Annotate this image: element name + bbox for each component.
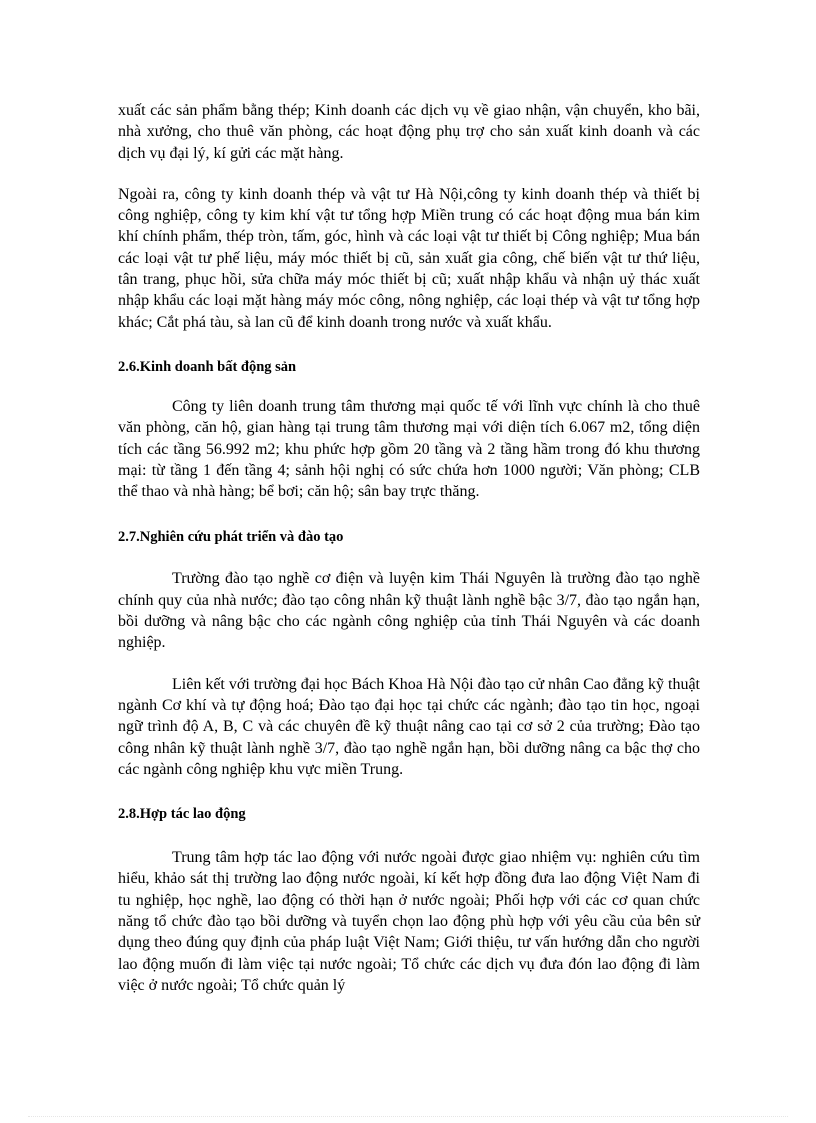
- paragraph-trading-companies: Ngoài ra, công ty kinh doanh thép và vật tư Hà Nội,công ty kinh doanh thép và thiết bị công nghiệp, công ty kim khí vật tư tổng hợp Miền trung có các hoạt động mua bán kim khí chính phẩm, thép tròn, tấm, góc, hình và các loại vật tư thiết bị Công nghiệp; Mua bán các loại vật tư phế liệu, máy móc thiết bị cũ, sản xuất gia công, chế biến vật tư thứ liệu, tân trang, phục hồi, sửa chữa máy móc thiết bị cũ; xuất nhập khẩu và nhận uỷ thác xuất nhập khẩu các loại mặt hàng máy móc công, nông nghiệp, các loại thép và vật tư tổng hợp khác; Cắt phá tàu, sà lan cũ để kinh doanh trong nước và xuất khẩu.: [118, 185, 700, 331]
- paragraph-university-partnership: Liên kết với trường đại học Bách Khoa Hà Nội đào tạo cử nhân Cao đẳng kỹ thuật ngành Cơ khí và tự động hoá; Đào tạo đại học tại chức các ngành; đào tạo tin học, ngoại ngữ trình độ A, B, C và các chuyên đề kỹ thuật nâng cao tại cơ sở 2 của trường; Đào tạo công nhân kỹ thuật lành nghề 3/7, đào tạo nghề ngắn hạn, bồi dưỡng nâng ca bậc thợ cho các ngành công nghiệp khu vực miền Trung.: [118, 675, 700, 778]
- document-page: [118, 100, 700, 996]
- paragraph-real-estate: Công ty liên doanh trung tâm thương mại quốc tế với lĩnh vực chính là cho thuê văn phòng, căn hộ, gian hàng tại trung tâm thương mại với diện tích 6.067 m2, tổng diện tích các tầng 56.992 m2; khu phức hợp gồm 20 tầng và 2 tầng hầm trong đó khu thương mại: từ tầng 1 đến tầng 4; sảnh hội nghị có sức chứa hơn 1000 người; Văn phòng; CLB thể thao và nhà hàng; bể bơi; căn hộ; sân bay trực thăng.: [118, 397, 700, 501]
- page-bottom-divider: [28, 1116, 788, 1117]
- paragraph-products-services: xuất các sản phẩm bằng thép; Kinh doanh các dịch vụ về giao nhận, vận chuyển, kho bãi, nhà xưởng, cho thuê văn phòng, các hoạt động phụ trợ cho sản xuất kinh doanh và các dịch vụ đại lý, kí gửi các mặt hàng.: [118, 102, 700, 162]
- paragraph-vocational-school: Trường đào tạo nghề cơ điện và luyện kim Thái Nguyên là trường đào tạo nghề chính quy của nhà nước; đào tạo công nhân kỹ thuật lành nghề bậc 3/7, đào tạo ngắn hạn, bồi dưỡng và nâng bậc cho các ngành công nghiệp của tỉnh Thái Nguyên và các doanh nghiệp.: [118, 570, 700, 652]
- section-heading-labor-cooperation: 2.8.Hợp tác lao động: [118, 806, 246, 823]
- section-heading-real-estate: 2.6.Kinh doanh bất động sản: [118, 358, 297, 375]
- paragraph-labor-center: Trung tâm hợp tác lao động với nước ngoài được giao nhiệm vụ: nghiên cứu tìm hiểu, khảo sát thị trường lao động nước ngoài, kí kết hợp đồng đưa lao động Việt Nam đi tu nghiệp, học nghề, lao động có thời hạn ở nước ngoài; Phối hợp với các cơ quan chức năng tổ chức đào tạo bồi dưỡng và tuyển chọn lao động phù hợp với yêu cầu của bên sử dụng theo đúng quy định của pháp luật Việt Nam; Giới thiệu, tư vấn hướng dẫn cho người lao động muốn đi làm việc tại nước ngoài; Tổ chức các dịch vụ đưa đón lao động đi làm việc ở nước ngoài; Tổ chức quản lý: [118, 849, 700, 994]
- section-heading-research-training: 2.7.Nghiên cứu phát triển và đào tạo: [118, 529, 344, 546]
